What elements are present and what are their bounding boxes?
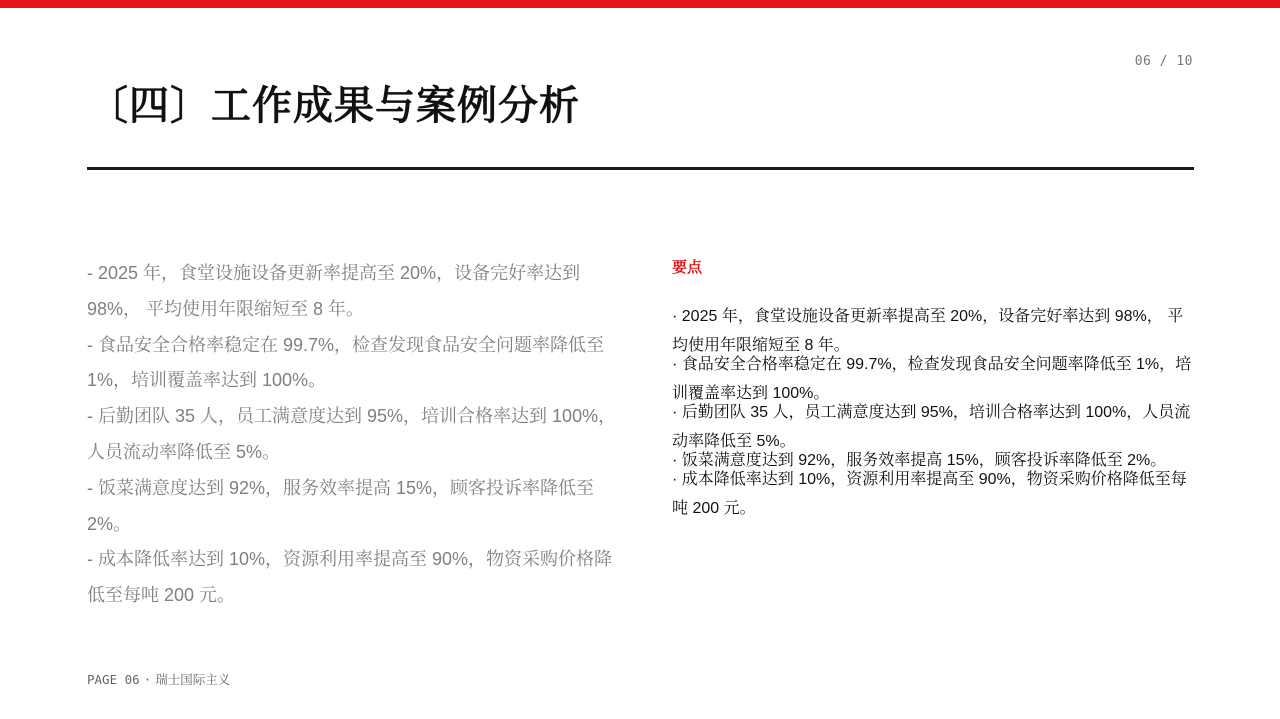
key-point-item: · 饭菜满意度达到 92%，服务效率提高 15%，顾客投诉率降低至 2%。 [672, 452, 1167, 469]
key-point-item: · 后勤团队 35 人，员工满意度达到 95%，培训合格率达到 100%，人员流动率降低至 5%。 [672, 404, 1191, 450]
title-divider [87, 167, 1194, 170]
footer-separator: · [143, 672, 152, 687]
footer [87, 670, 230, 688]
page-title: 〔四〕工作成果与案例分析 [88, 84, 580, 128]
key-points-heading: 要点 [672, 259, 703, 276]
footer-page-label: PAGE 06 [87, 672, 140, 687]
key-point-item: · 食品安全合格率稳定在 99.7%，检查发现食品安全问题率降低至 1%，培训覆盖率达到 100%。 [672, 356, 1192, 402]
list-item: - 饭菜满意度达到 92%，服务效率提高 15%，顾客投诉率降低至 2%。 [87, 477, 595, 534]
list-item: - 后勤团队 35 人，员工满意度达到 95%，培训合格率达到 100%，人员流动率降低至 5%。 [87, 406, 617, 462]
key-point-item: · 成本降低率达到 10%，资源利用率提高至 90%，物资采购价格降低至每吨 200 元。 [672, 471, 1187, 517]
footer-brand: 瑞士国际主义 [155, 672, 231, 687]
top-accent-bar [0, 0, 1280, 8]
list-item: - 成本降低率达到 10%，资源利用率提高至 90%，物资采购价格降低至每吨 200 元。 [87, 549, 613, 606]
page-counter: 06 / 10 [1134, 54, 1193, 69]
key-point-item: · 2025 年，食堂设施设备更新率提高至 20%，设备完好率达到 98%， 平均使用年限缩短至 8 年。 [672, 308, 1184, 354]
list-item: - 2025 年，食堂设施设备更新率提高至 20%，设备完好率达到 98%， 平均使用年限缩短至 8 年。 [87, 263, 581, 319]
list-item: - 食品安全合格率稳定在 99.7%，检查发现食品安全问题率降低至 1%，培训覆盖率达到 100%。 [87, 334, 605, 391]
results-list [87, 256, 617, 614]
key-points-list [672, 302, 1192, 517]
